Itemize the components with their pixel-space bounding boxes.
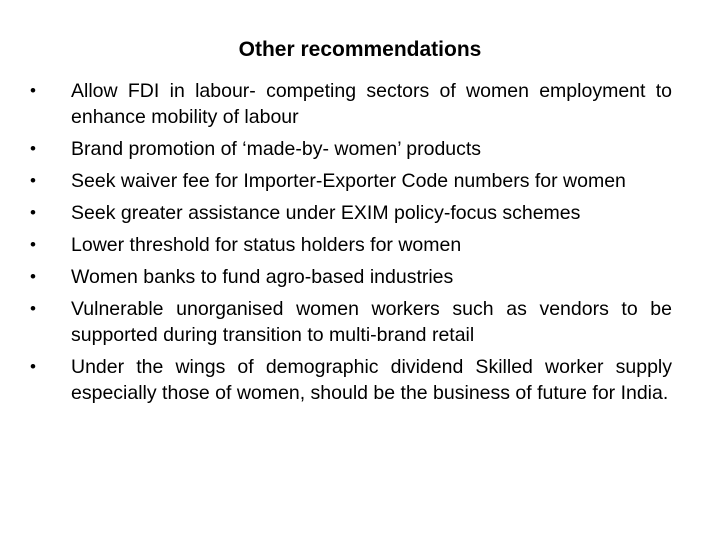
list-item-text: Seek greater assistance under EXIM policy-focus schemes [71,202,581,224]
list-item-text: Under the wings of demographic dividend Skilled worker supply especially those of women, should be the business of future for India. [71,356,672,404]
bullet-icon: • [30,139,36,158]
list-item [30,296,672,348]
list-item-text: Allow FDI in labour- competing sectors of women employment to enhance mobility of labour [71,80,672,128]
slide-title: Other recommendations [238,38,482,61]
bullet-icon: • [30,171,36,190]
bullet-icon: • [30,267,36,286]
list-item [30,232,672,258]
list-item-text: Brand promotion of ‘made-by- women’ products [71,138,482,160]
list-item [30,168,672,194]
list-item [30,78,672,130]
bullet-icon: • [30,203,36,222]
bullet-icon: • [30,299,36,318]
list-item [30,354,672,406]
recommendations-list [30,78,672,412]
list-item-text: Vulnerable unorganised women workers such as vendors to be supported during transition to multi-brand retail [71,298,672,346]
list-item-text: Seek waiver fee for Importer-Exporter Code numbers for women [71,170,626,192]
list-item [30,264,672,290]
list-item [30,136,672,162]
list-item-text: Lower threshold for status holders for women [71,234,462,256]
list-item [30,200,672,226]
bullet-icon: • [30,81,36,100]
bullet-icon: • [30,357,36,376]
bullet-icon: • [30,235,36,254]
list-item-text: Women banks to fund agro-based industries [71,266,454,288]
